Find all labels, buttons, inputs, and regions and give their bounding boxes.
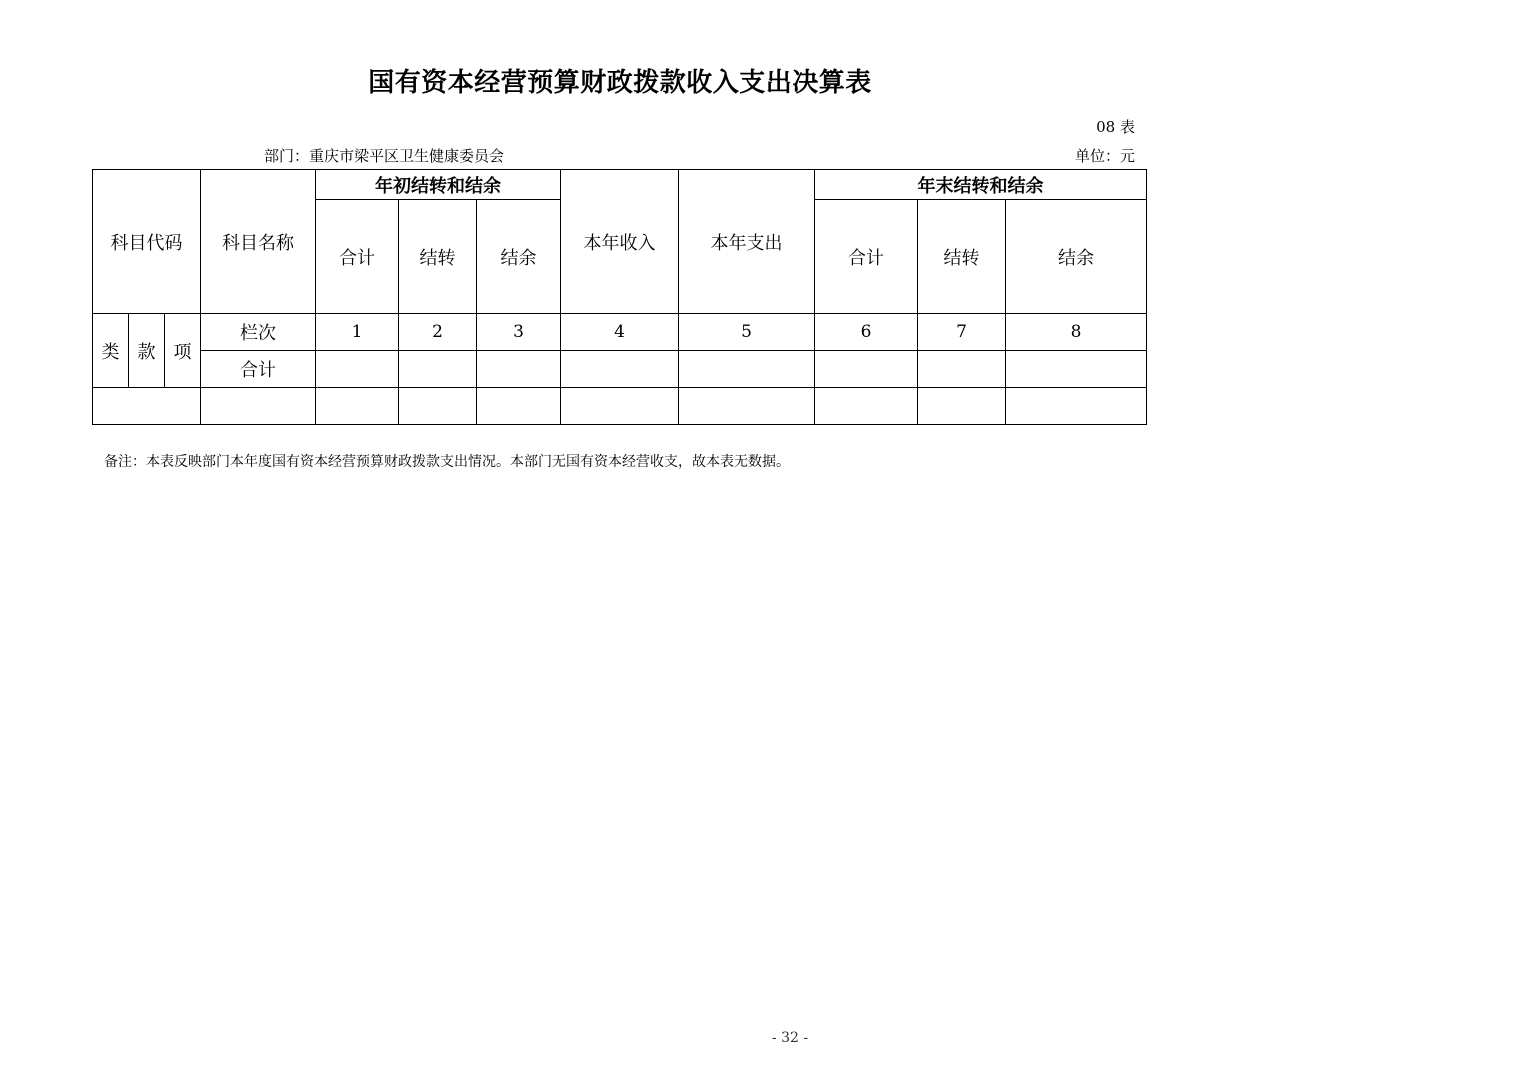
page-title: 国有资本经营预算财政拨款收入支出决算表 (368, 68, 872, 98)
table-cell (1006, 351, 1147, 388)
table-cell (815, 351, 918, 388)
header-end-carryover: 结转 (918, 200, 1006, 314)
column-number: 2 (399, 314, 477, 351)
table-number: 08 表 (1096, 118, 1135, 136)
table-cell (561, 351, 679, 388)
header-end-surplus: 结余 (1006, 200, 1147, 314)
page-number: - 32 - (771, 1030, 809, 1046)
table-cell (918, 388, 1006, 425)
table-cell (316, 351, 399, 388)
column-number: 4 (561, 314, 679, 351)
table-cell (477, 388, 561, 425)
unit-label: 单位：元 (1074, 147, 1135, 165)
header-expense: 本年支出 (679, 170, 815, 314)
column-number: 7 (918, 314, 1006, 351)
empty-data-row (93, 388, 1147, 425)
column-number: 8 (1006, 314, 1147, 351)
column-number: 5 (679, 314, 815, 351)
footnote: 备注：本表反映部门本年度国有资本经营预算财政拨款支出情况。本部门无国有资本经营收支，故本表无数据。 (104, 454, 790, 470)
budget-table (92, 169, 1147, 425)
table-cell (477, 351, 561, 388)
total-row (93, 351, 1147, 388)
header-row-1 (93, 170, 1147, 200)
header-xiang: 项 (165, 314, 201, 388)
table-cell (316, 388, 399, 425)
table-cell (201, 388, 316, 425)
table-cell (399, 388, 477, 425)
header-lanci: 栏次 (201, 314, 316, 351)
column-number: 1 (316, 314, 399, 351)
column-number: 6 (815, 314, 918, 351)
table-cell (679, 351, 815, 388)
header-end-balance: 年末结转和结余 (815, 170, 1147, 200)
header-begin-balance: 年初结转和结余 (316, 170, 561, 200)
table-cell (918, 351, 1006, 388)
header-lei: 类 (93, 314, 129, 388)
header-subject-code: 科目代码 (93, 170, 201, 314)
department-label: 部门：重庆市梁平区卫生健康委员会 (264, 147, 505, 165)
table-cell (561, 388, 679, 425)
header-income: 本年收入 (561, 170, 679, 314)
header-subject-name: 科目名称 (201, 170, 316, 314)
table-cell (399, 351, 477, 388)
table-cell (93, 388, 201, 425)
total-row-label: 合计 (201, 351, 316, 388)
column-number: 3 (477, 314, 561, 351)
header-kuan: 款 (129, 314, 165, 388)
header-begin-total: 合计 (316, 200, 399, 314)
column-number-row (93, 314, 1147, 351)
header-begin-carryover: 结转 (399, 200, 477, 314)
table-cell (679, 388, 815, 425)
header-end-total: 合计 (815, 200, 918, 314)
table-cell (815, 388, 918, 425)
header-begin-surplus: 结余 (477, 200, 561, 314)
table-cell (1006, 388, 1147, 425)
